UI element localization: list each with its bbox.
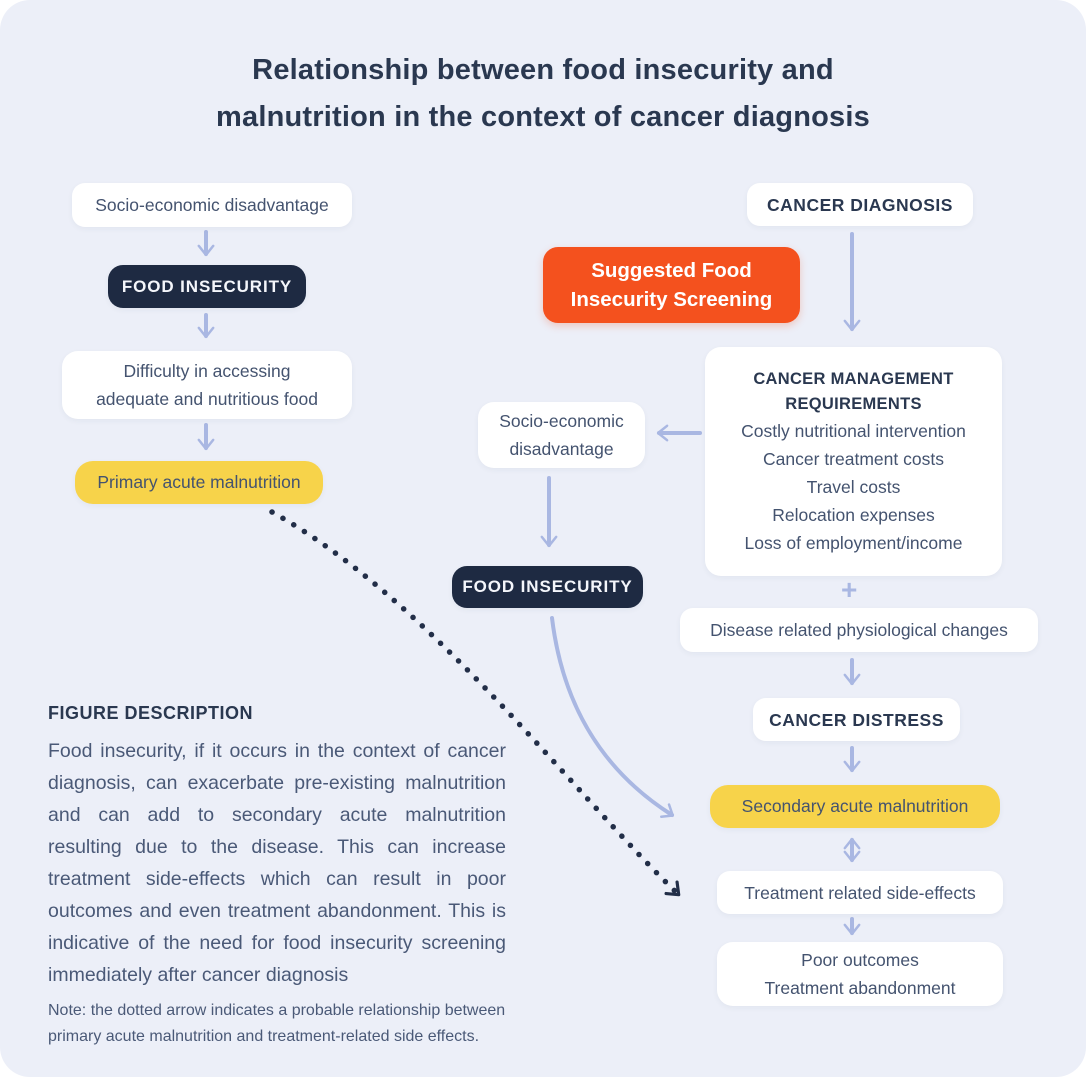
node-label: Disease related physiological changes [710, 620, 1008, 640]
node-label: Secondary acute malnutrition [741, 796, 969, 816]
management-item: Travel costs [806, 476, 901, 497]
node-label-line1: Difficulty in accessing [123, 361, 291, 381]
node-difficulty-accessing-food [62, 351, 352, 419]
management-item: Loss of employment/income [744, 532, 963, 553]
arrow-food-insecurity-to-secondary-curved [552, 618, 672, 815]
figure-description-note: Note: the dotted arrow indicates a probable relationship between primary acute malnutrition and treatment-related side effects. [48, 1002, 506, 1045]
page-title [0, 47, 1086, 141]
callout-line2: Insecurity Screening [570, 288, 773, 311]
node-cancer-management-requirements [705, 347, 1002, 576]
node-food-insecurity-left [108, 265, 306, 308]
plus-symbol: + [841, 574, 858, 605]
node-label: Socio-economic disadvantage [95, 195, 329, 215]
node-label: FOOD INSECURITY [121, 276, 293, 296]
node-label-line2: Treatment abandonment [764, 978, 956, 998]
node-label: CANCER DISTRESS [769, 709, 944, 730]
node-secondary-acute-malnutrition [710, 785, 1000, 828]
node-cancer-distress [753, 698, 960, 741]
node-disease-physiological-changes [680, 608, 1038, 652]
node-cancer-diagnosis [747, 183, 973, 226]
node-treatment-side-effects [717, 871, 1003, 914]
node-label-line1: Socio-economic [499, 411, 624, 431]
node-label: Primary acute malnutrition [97, 472, 301, 492]
management-item: Cancer treatment costs [763, 448, 944, 469]
node-poor-outcomes [717, 942, 1003, 1006]
callout-suggested-screening [543, 247, 800, 323]
management-item: Relocation expenses [772, 504, 935, 525]
figure-description-body: Food insecurity, if it occurs in the context of cancer diagnosis, can exacerbate pre-existing malnutrition and can add to secondary acute malnutrition resulting due to the disease. This can increase treatment side-effects which can result in poor outcomes and even treatment abandonment. This is indicative of the need for food insecurity screening immediately after cancer diagnosis [48, 740, 506, 986]
node-label-line2: adequate and nutritious food [96, 389, 318, 409]
node-food-insecurity-mid [452, 566, 643, 608]
node-socio-economic-mid [478, 402, 645, 468]
management-title-line1: CANCER MANAGEMENT [753, 369, 954, 388]
node-label: Treatment related side-effects [744, 882, 976, 903]
node-label: FOOD INSECURITY [462, 577, 633, 596]
node-socio-economic-left [72, 183, 352, 227]
callout-line1: Suggested Food [591, 259, 752, 282]
page-title-line2: malnutrition in the context of cancer diagnosis [216, 101, 870, 133]
node-label: CANCER DIAGNOSIS [767, 194, 953, 215]
management-item: Costly nutritional intervention [741, 420, 966, 441]
figure-description-heading: FIGURE DESCRIPTION [48, 703, 254, 723]
page-title-line1: Relationship between food insecurity and [252, 54, 834, 86]
management-title-line2: REQUIREMENTS [785, 394, 922, 413]
node-primary-acute-malnutrition [75, 461, 323, 504]
node-label-line2: disadvantage [509, 439, 614, 459]
node-label-line1: Poor outcomes [801, 950, 919, 970]
